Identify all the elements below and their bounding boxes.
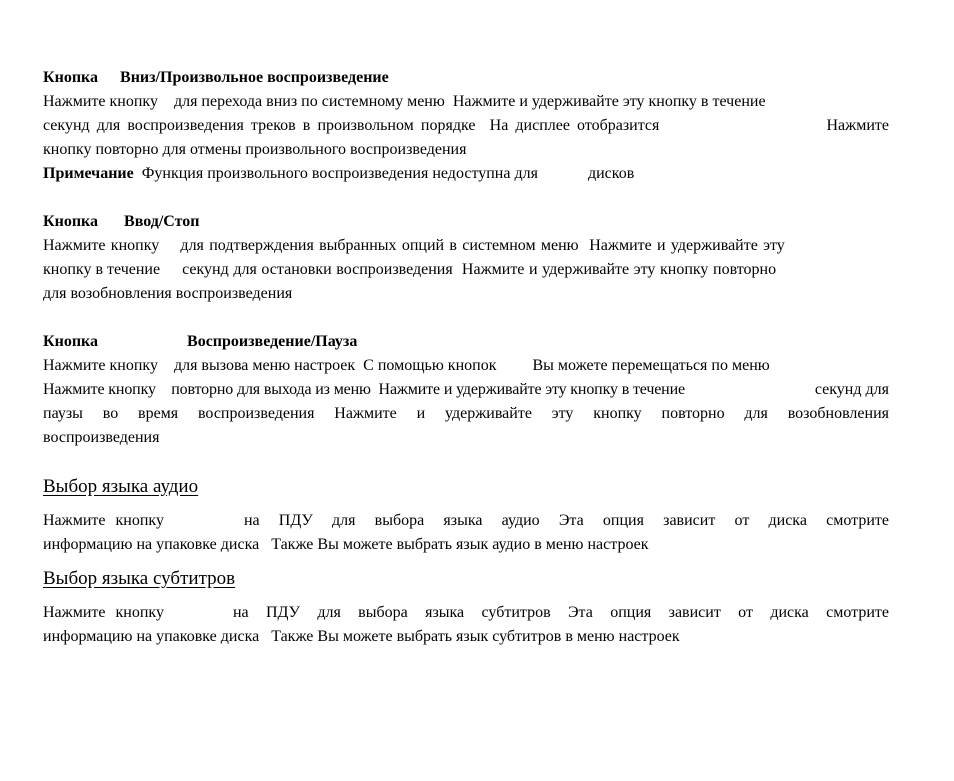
play-text-line-1b: Вы можете перемещаться по меню (532, 357, 770, 374)
down-text-line-2b: Нажмите (826, 117, 889, 134)
play-text-line-1a: Нажмите кнопку для вызова меню настроек С помощью кнопок (43, 357, 497, 374)
play-text-line-2a: Нажмите кнопку повторно для выхода из меню Нажмите и удерживайте эту кнопку в течение (43, 381, 685, 398)
enter-title-key: Кнопка (43, 213, 99, 230)
enter-title-name: Ввод/Стоп (124, 213, 200, 230)
play-title-name: Воспроизведение/Пауза (187, 333, 358, 350)
down-title-key: Кнопка (43, 69, 99, 86)
subs-text-line-2: информацию на упаковке диска Также Вы можете выбрать язык субтитров в меню настроек (43, 628, 680, 645)
audio-text-line-2: информацию на упаковке диска Также Вы можете выбрать язык аудио в меню настроек (43, 536, 649, 553)
down-note (43, 162, 889, 186)
down-text-line-2a: секунд для воспроизведения треков в произвольном порядке На дисплее отобразится (43, 117, 660, 134)
manual-page (43, 66, 889, 649)
note-label: Примечание (43, 165, 134, 182)
play-text-line-4: воспроизведения (43, 429, 160, 446)
enter-text-line-2a: кнопку в течение (43, 261, 161, 278)
subtitle-language-heading: Выбор языка субтитров (43, 568, 236, 589)
enter-text-line-2b: секунд для остановки воспроизведения Нажмите и удерживайте эту кнопку повторно (182, 261, 777, 278)
audio-language-heading: Выбор языка аудио (43, 476, 199, 497)
subs-text-line-1a: Нажмите кнопку (43, 604, 164, 621)
subs-text-line-1b: на ПДУ для выбора языка субтитров Эта опция зависит от диска смотрите (232, 604, 889, 621)
play-text-line-1 (43, 354, 889, 378)
play-text-line-2 (43, 378, 889, 402)
play-text-line-2b: секунд для (814, 381, 889, 398)
enter-button-title (43, 210, 889, 234)
audio-text-line-1a: Нажмите кнопку (43, 512, 164, 529)
subs-text-line-1 (43, 601, 889, 625)
play-button-title (43, 330, 889, 354)
audio-text-line-1 (43, 509, 889, 533)
audio-text-line-1b: на ПДУ для выбора языка аудио Эта опция зависит от диска смотрите (243, 512, 889, 529)
down-text-line-3: кнопку повторно для отмены произвольного воспроизведения (43, 141, 467, 158)
play-title-key: Кнопка (43, 333, 99, 350)
note-text-a: Функция произвольного воспроизведения недоступна для (141, 165, 538, 182)
down-text-line-2 (43, 114, 889, 138)
down-title-name: Вниз/Произвольное воспроизведение (120, 69, 389, 86)
enter-text-line-3: для возобновления воспроизведения (43, 285, 293, 302)
down-button-title (43, 66, 889, 90)
play-text-line-3: паузы во время воспроизведения Нажмите и удерживайте эту кнопку повторно для возобновления (43, 405, 889, 422)
enter-text-line-2 (43, 258, 889, 282)
note-text-b: дисков (587, 165, 635, 182)
enter-text-line-1: Нажмите кнопку для подтверждения выбранных опций в системном меню Нажмите и удерживайте эту (43, 237, 785, 254)
down-text-line-1: Нажмите кнопку для перехода вниз по системному меню Нажмите и удерживайте эту кнопку в течение (43, 93, 766, 110)
